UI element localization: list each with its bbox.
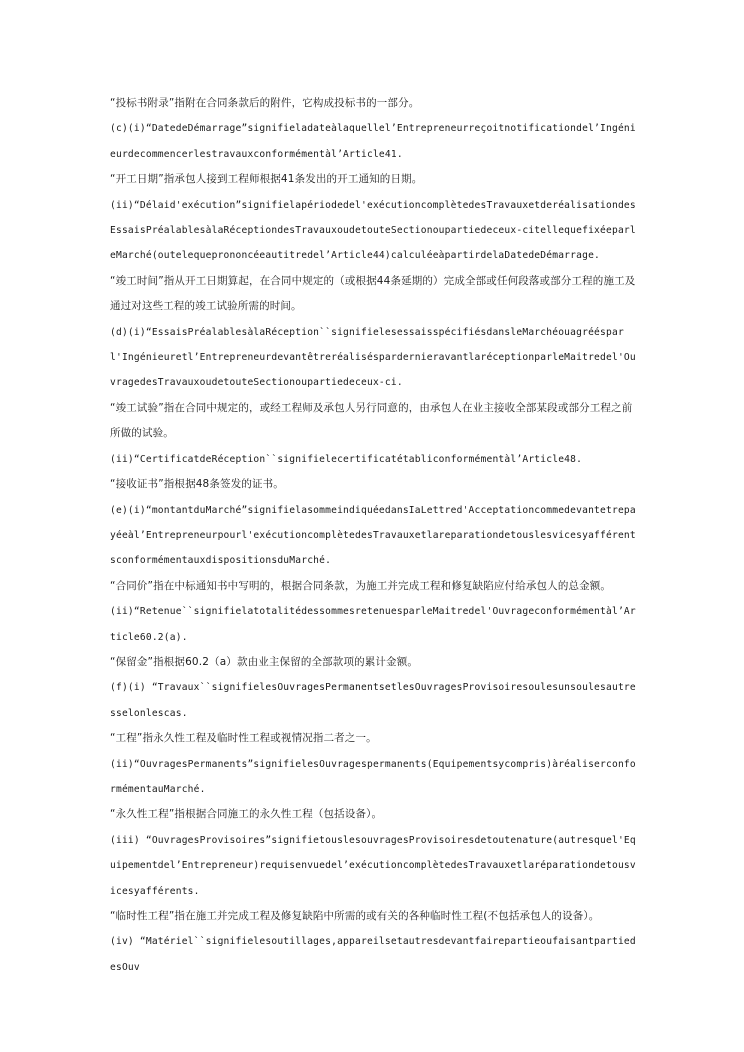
definition-text-fr: (d)(i)“EssaisPréalablesàlaRéception``signifielesessaisspécifiésdansleMarchéouagréésparl'Ingénieuretl’EntrepreneurdevantêtreréaliséspardernieravantlaréceptionparleMaitredel'OuvragedesTravauxoudetouteSectionoupartiedeceux-ci. <box>110 326 636 389</box>
definition-text-fr: (iii) “OuvragesProvisoires”signifietouslesouvragesProvisoiresdetoutenature(autresquel'Equipementdel’Entrepreneur)requisenvuedel’exécutioncomplètedesTravauxetlaréparationdetousvicesyafférents. <box>110 834 636 897</box>
document-body <box>110 91 636 980</box>
definition-text-fr: (e)(i)“montantduMarché”signifielasommeindiquéedansIaLettred'Acceptationcommedevantetrepayéeàl’Entrepreneurpourl'exécutioncomplètedesTravauxetlareparationdetouslesvicesyafférentsconformémentauxdispositionsduMarché. <box>110 504 636 567</box>
definition-text-fr: (c)(i)“DatedeDémarrage”signifieladateàlaquellel’Entrepreneurreçoitnotificationdel’Ingénieurdecommencerlestravauxconformémentàl’Article41. <box>110 123 636 160</box>
definition-text-fr: (ii)“Délaid'exécution”signifielapériodedel'exécutioncomplètedesTravauxetderéalisationdesEssaisPréalablesàlaRéceptiondesTravauxoudetouteSectionoupartiedeceux-citellequefixéeparleMarché(outelequeprononcéeautitredel’Article44)calculéeàpartirdelaDatedeDémarrage. <box>110 199 636 262</box>
definition-text-cn: “开工日期”指承包人接到工程师根据41条发出的开工通知的日期。 <box>110 173 423 186</box>
definition-text-fr: (ii)“OuvragesPermanents”signifielesOuvragespermanents(Equipementsycompris)àréaliserconformémentauMarché. <box>110 758 636 795</box>
definition-text-cn: “竣工时间”指从开工日期算起，在合同中规定的（或根据44条延期的）完成全部或任何段落或部分工程的施工及通过对这些工程的竣工试验所需的时间。 <box>110 274 636 313</box>
definition-text-cn: “竣工试验”指在合同中规定的，或经工程师及承包人另行同意的，由承包人在业主接收全部某段或部分工程之前所做的试验。 <box>110 401 633 440</box>
definition-text-fr: (iv) “Matériel``signifielesoutillages,appareilsetautresdevantfairepartieoufaisantpartiedesOuv <box>110 936 636 973</box>
definition-text-cn: “合同价”指在中标通知书中写明的，根据合同条款，为施工并完成工程和修复缺陷应付给承包人的总金额。 <box>110 579 612 592</box>
definition-text-fr: (f)(i) “Travaux``signifielesOuvragesPermanentsetlesOuvragesProvisoiresoulesunsoulesautresselonlescas. <box>110 682 636 719</box>
definition-text-cn: “工程”指永久性工程及临时性工程或视情况指二者之一。 <box>110 732 377 745</box>
definition-text-cn: “接收证书”指根据48条签发的证书。 <box>110 478 284 491</box>
definition-text-cn: “临时性工程”指在施工并完成工程及修复缺陷中所需的或有关的各种临时性工程(不包括承包人的设备）。 <box>110 910 600 922</box>
definition-text-cn: “保留金”指根据60.2（a）款由业主保留的全部款项的累计金额。 <box>110 655 418 668</box>
definition-text-fr: (ii)“CertificatdeRéception``signifielecertificatétabliconformémentàl’Article48. <box>110 453 583 465</box>
definition-text-cn: “永久性工程”指根据合同施工的永久性工程（包括设备）。 <box>110 808 383 821</box>
definition-text-cn: “投标书附录”指附在合同条款后的附件，它构成投标书的一部分。 <box>110 97 420 109</box>
definition-text-fr: (ii)“Retenue``signifielatotalitédessommesretenuesparleMaitredel'Ouvrageconformémentàl’Article60.2(a). <box>110 606 636 643</box>
